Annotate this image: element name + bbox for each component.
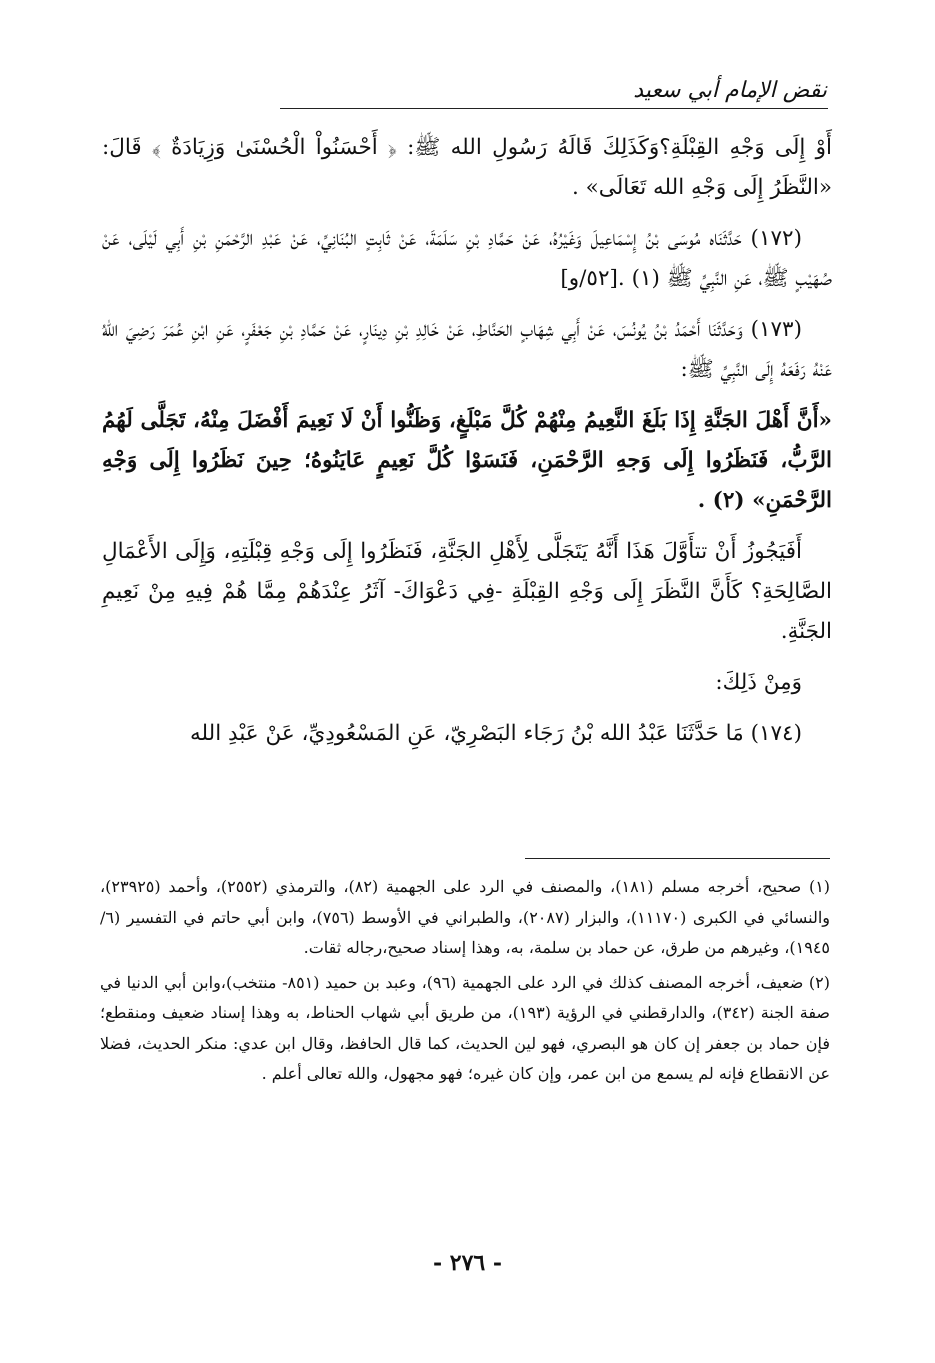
main-text: [102, 128, 832, 765]
paragraph-173: (١٧٣) وَحَدَّثَنَا أَحْمَدُ بْنُ يُونُسَ، عَنْ أَبِي شِهَابٍ الحَنَّاطِ، عَنْ خَالِدِ بْنِ دِينَارٍ، عَنْ حَمَّادِ بْنِ جَعْفَرٍ، عَنِ ابْنِ عُمَرَ رَضِيَ اللهُ عَنْهُ رَفَعَهُ إِلَى النَّبِيِّ ﷺ:: [102, 317, 832, 382]
paragraph-1: أَوْ إِلَى وَجْهِ القِبْلَةِ؟وَكَذَلِكَ قَالَهُ رَسُولِ الله ﷺ: ﴿ أَحْسَنُواْ الْحُسْنَىٰ وَزِيَادَةٌ ﴾ قَالَ: «النَّظَرُ إِلَى وَجْهِ الله تَعَالَى» .: [102, 135, 832, 200]
footnotes: [100, 872, 830, 1094]
page-number: - ٢٧٦ -: [432, 1250, 503, 1276]
footnote-2: (٢) ضعيف، أخرجه المصنف كذلك في الرد على الجهمية (٩٦)، وعبد بن حميد (٨٥١- منتخب)،وابن أبي الدنيا في صفة الجنة (٣٤٢)، والدارقطني في الرؤية (١٩٣)، من طريق أبي شهاب الحناط، به وهذا إسناد ضعيف ومنقطع؛ فإن حماد بن جعفر إن كان هو البصري، فهو لين الحديث، كما قال الحافظ، وقال ابن عدي: منكر الحديث، فضلا عن الانقطاع فإنه لم يسمع من ابن عمر، وإن كان غيره؛ فهو مجهول، والله تعالى أعلم .: [100, 972, 831, 1083]
running-header: نقض الإمام أبي سعيد: [633, 78, 827, 103]
paragraph-commentary: أَفَيَجُوزُ أَنْ تتأَوَّلَ هَذَا أَنَّهُ يَتَجَلَّى لِأَهْلِ الجَنَّةِ، فَنَظَرُوا إِلَى وَجْهِ قِبْلَتِهِ، وَإِلَى الأَعْمَالِ الصَّالِحَةِ؟ كَأَنَّ النَّظَرَ إِلَى وَجْهِ القِبْلَةِ -فِي دَعْوَاكَ- آثَرُ عِنْدَهُمْ مِمَّا هُمْ فِيهِ مِنْ نَعِيمِ الجَنَّةِ.: [102, 539, 832, 644]
paragraph-174: (١٧٤) مَا حَدَّثَنَا عَبْدُ الله بْنُ رَجَاء البَصْرِيّ، عَنِ المَسْعُودِيِّ، عَنْ عَبْدِ الله: [190, 721, 802, 746]
paragraph-172: (١٧٢) حَدَّثَنَاه مُوسَى بْنُ إِسْمَاعِيلَ وَغَيْرُهُ، عَنْ حَمَّادِ بْنِ سَلَمَةَ، عَنْ ثَابِتٍ البُنَانِيِّ، عَنْ عَبْدِ الرَّحْمَنِ بْنِ أَبِي لَيْلَى، عَنْ صُهَيْبٍ ﷺ، عَنِ النَّبِيِّ ﷺ (١) .[٥٢/و]: [102, 226, 832, 291]
header-rule: [280, 108, 828, 109]
footnote-rule: [525, 858, 830, 859]
hadith-quote: «أَنَّ أَهْلَ الجَنَّةِ إِذَا بَلَغَ النَّعِيمُ مِنْهُمْ كُلَّ مَبْلَغٍ، وَظَنُّوا أَنْ لَا نَعِيمَ أَفْضَلَ مِنْهُ، تَجَلَّى لَهُمُ الرَّبُّ، فَنَظَرُوا إِلَى وَجهِ الرَّحْمَنِ، فَنَسَوْا كُلَّ نَعِيمٍ عَايَنُوهُ؛ حِينَ نَظَرُوا إِلَى وَجْهِ الرَّحْمَنِ» (٢) .: [102, 408, 832, 513]
footnote-1: (١) صحيح، أخرجه مسلم (١٨١)، والمصنف في الرد على الجهمية (٨٢)، والترمذي (٢٥٥٢)، وأحمد (٢٣٩٢٥)، والنسائي في الكبرى (١١١٧٠)، والبزار (٢٠٨٧)، والطبراني في الأوسط (٧٥٦)، وابن أبي حاتم في التفسير (٦/ ١٩٤٥)، وغيرهم من طرق، عن حماد بن سلمة، به، وهذا إسناد صحيح،رجاله ثقات.: [100, 877, 831, 957]
paragraph-min-dhalika: وَمِنْ ذَلِكَ:: [715, 670, 802, 695]
